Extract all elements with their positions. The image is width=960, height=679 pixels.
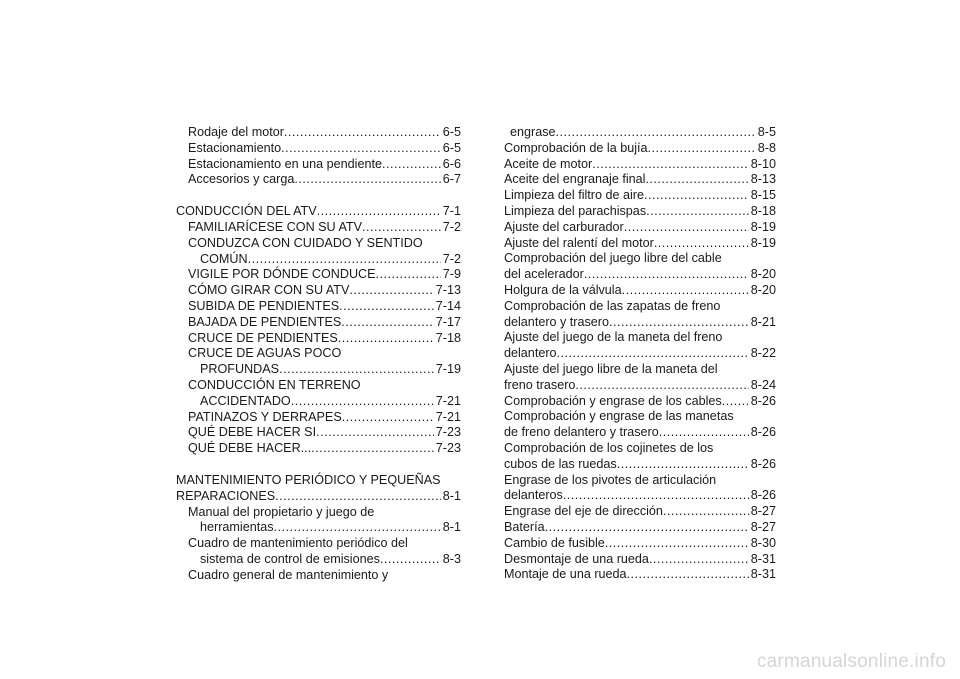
toc-entry[interactable] [504,141,776,157]
toc-entry-title: Holgura de la válvula [504,282,622,297]
section-gap [176,188,461,204]
toc-page-number: 8-26 [750,393,776,408]
dot-leader [648,141,756,157]
toc-entry-title: delantero [504,346,557,361]
toc-entry[interactable] [504,473,776,505]
toc-entry-title-line: Ajuste del juego de la maneta del freno [504,330,723,345]
toc-entry-title: QUÉ DEBE HACER SI [188,425,317,440]
toc-page-number: 8-8 [757,140,776,155]
toc-page-number: 8-31 [750,567,776,582]
toc-page-number: 8-31 [750,551,776,566]
dot-leader [294,172,440,188]
toc-entry-title: CÓMO GIRAR CON SU ATV [188,283,350,298]
toc-entry-title: delanteros [504,488,563,503]
toc-entry[interactable] [504,204,776,220]
toc-entry-title: del acelerador [504,267,584,282]
dot-leader [382,157,441,173]
toc-entry-title: de freno delantero y trasero [504,425,659,440]
toc-entry-title: cubos de las ruedas [504,456,617,471]
toc-entry-title: ACCIDENTADO [200,393,291,408]
toc-entry-title-line: MANTENIMIENTO PERIÓDICO Y PEQUEÑAS [176,472,441,487]
toc-page-number: 7-9 [442,267,461,282]
toc-entry[interactable] [504,157,776,173]
toc-entry[interactable] [504,283,776,299]
toc-entry[interactable] [176,425,461,441]
dot-leader [622,283,749,299]
dot-leader [349,283,433,299]
toc-entry-title: Ajuste del carburador [504,219,624,234]
toc-page-number: 8-15 [750,188,776,203]
dot-leader [659,425,749,441]
toc-entry[interactable] [504,504,776,520]
toc-entry[interactable] [504,362,776,394]
toc-entry-title-line: Manual del propietario y juego de [188,504,375,519]
dot-leader [617,457,749,473]
toc-entry[interactable] [504,409,776,441]
dot-leader [380,552,441,568]
toc-page-number: 8-19 [750,235,776,250]
toc-entry[interactable] [176,157,461,173]
toc-entry-title: SUBIDA DE PENDIENTES [188,298,340,313]
dot-leader [338,331,434,347]
toc-entry-title: Montaje de una rueda [504,567,627,582]
toc-entry[interactable] [504,188,776,204]
toc-entry-title: engrase [510,125,556,139]
toc-entry[interactable] [504,330,776,362]
toc-entry[interactable] [176,125,461,141]
toc-entry-title: Rodaje del motor [188,125,284,139]
toc-entry-title: sistema de control de emisiones [200,551,380,566]
toc-entry-title: Comprobación y engrase de los cables [504,393,722,408]
toc-entry[interactable] [176,441,461,457]
toc-entry-title-line: Comprobación del juego libre del cable [504,251,722,266]
toc-entry[interactable] [504,125,776,141]
dot-leader [362,220,441,236]
toc-page-number: 8-27 [750,519,776,534]
toc-entry-title: Estacionamiento en una pendiente [188,156,382,171]
toc-entry-title: Comprobación de la bujía [504,140,648,155]
toc-page-number: 7-13 [435,283,461,298]
toc-page-number: 8-20 [750,282,776,297]
dot-leader [339,299,434,315]
toc-entry[interactable] [176,473,461,505]
toc-entry-title: VIGILE POR DÓNDE CONDUCE [188,267,376,282]
toc-entry-title: Batería [504,519,545,534]
toc-entry-title: PATINAZOS Y DERRAPES [188,409,342,424]
dot-leader [556,125,756,141]
dot-leader [624,220,749,236]
toc-entry-title-line: Cuadro de mantenimiento periódico del [188,536,408,551]
dot-leader [316,425,434,441]
toc-entry-title: PROFUNDAS [200,362,280,377]
toc-entry-title: Limpieza del filtro de aire [504,188,645,203]
dot-leader [645,172,748,188]
toc-entry[interactable] [504,299,776,331]
toc-page-number: 8-22 [750,346,776,361]
toc-entry[interactable] [176,204,461,220]
toc-page-number: 8-20 [750,267,776,282]
watermark: carmanualsonline.info [756,651,946,672]
toc-page-number: 8-26 [750,456,776,471]
toc-entry[interactable] [176,331,461,347]
toc-entry[interactable] [504,251,776,283]
dot-leader [644,188,749,204]
toc-page-number: 8-24 [750,377,776,392]
toc-page-number: 8-13 [750,172,776,187]
dot-leader [248,252,441,268]
toc-entry[interactable] [176,220,461,236]
toc-entry[interactable] [504,220,776,236]
toc-page-number: 8-5 [757,125,776,139]
dot-leader [663,504,749,520]
toc-entry[interactable] [504,441,776,473]
dot-leader [605,536,749,552]
dot-leader [584,267,749,283]
toc-entry-title: BAJADA DE PENDIENTES [188,314,342,329]
toc-entry[interactable] [176,536,461,568]
toc-entry-title: FAMILIARÍCESE CON SU ATV [188,219,363,234]
toc-right-column [504,125,776,583]
toc-entry[interactable] [176,267,461,283]
toc-entry[interactable] [176,346,461,378]
dot-leader [275,489,441,505]
toc-page-number: 8-1 [442,488,461,503]
toc-entry-title-line: Comprobación y engrase de las manetas [504,409,734,424]
toc-page-number: 7-23 [435,441,461,456]
toc-entry[interactable] [504,552,776,568]
dot-leader [609,315,749,331]
toc-page-number: 8-30 [750,535,776,550]
toc-page-number: 8-10 [750,156,776,171]
toc-entry-title: QUÉ DEBE HACER... [188,441,312,456]
toc-page-number: 7-21 [435,393,461,408]
toc-entry[interactable] [176,315,461,331]
toc-page-number: 8-1 [442,520,461,535]
toc-page-number: 8-18 [750,203,776,218]
toc-entry-title: Aceite del engranaje final [504,172,646,187]
toc-entry-title: Engrase del eje de dirección [504,504,663,519]
toc-entry-title: freno trasero [504,377,576,392]
toc-page-number: 7-2 [442,219,461,234]
toc-entry-title: delantero y trasero [504,314,610,329]
toc-page-number: 7-17 [435,314,461,329]
dot-leader [317,204,441,220]
dot-leader [557,346,749,362]
toc-page-number: 8-19 [750,219,776,234]
toc-entry-title-line: Cuadro general de mantenimiento y [188,567,389,582]
toc-entry[interactable] [504,394,776,410]
toc-page-number: 6-5 [442,140,461,155]
toc-left-column [176,125,461,584]
toc-entry-title-line: Ajuste del juego libre de la maneta del [504,361,718,376]
toc-entry[interactable] [176,283,461,299]
dot-leader [563,488,749,504]
toc-page-number: 7-2 [442,251,461,266]
dot-leader [279,362,434,378]
toc-entry-title: herramientas [200,520,274,535]
toc-entry[interactable] [176,236,461,268]
toc-page-number: 7-14 [435,298,461,313]
toc-entry-title-line: Comprobación de las zapatas de freno [504,298,721,313]
toc-entry[interactable] [504,520,776,536]
toc-entry[interactable] [176,141,461,157]
toc-page-number: 8-26 [750,488,776,503]
toc-entry-title: CRUCE DE PENDIENTES [188,330,338,345]
toc-entry-title: Accesorios y carga [188,172,295,187]
toc-entry-title-line: CONDUZCA CON CUIDADO Y SENTIDO [188,235,423,250]
toc-page-number: 7-23 [435,425,461,440]
toc-entry-title-line: CONDUCCIÓN EN TERRENO [188,377,361,392]
toc-entry[interactable] [176,568,461,584]
toc-entry-title: REPARACIONES [176,488,276,503]
toc-page-number: 7-1 [442,204,461,219]
dot-leader [341,315,434,331]
toc-page-number: 7-19 [435,362,461,377]
toc-entry-title-line: CRUCE DE AGUAS POCO [188,346,342,361]
dot-leader [575,378,748,394]
dot-leader [627,567,749,583]
toc-page-number: 7-18 [435,330,461,345]
toc-entry[interactable] [176,505,461,537]
toc-page-number: 8-21 [750,314,776,329]
toc-page-number: 6-7 [442,172,461,187]
dot-leader [649,552,749,568]
dot-leader [291,394,434,410]
toc-entry-title: Aceite de motor [504,156,593,171]
toc-entry[interactable] [176,378,461,410]
toc-entry[interactable] [504,236,776,252]
dot-leader [592,157,749,173]
toc-entry-title: Desmontaje de una rueda [504,551,649,566]
dot-leader [274,520,441,536]
toc-page-number: 8-26 [750,425,776,440]
dot-leader [545,520,749,536]
toc-entry-title: Ajuste del ralentí del motor [504,235,654,250]
section-gap [176,457,461,473]
toc-page-number: 8-27 [750,504,776,519]
dot-leader [376,267,441,283]
dot-leader [722,394,749,410]
toc-entry-title-line: Engrase de los pivotes de articulación [504,472,717,487]
toc-entry-title: Limpieza del parachispas [504,203,647,218]
toc-entry-title: CONDUCCIÓN DEL ATV [176,204,317,219]
dot-leader [311,441,434,457]
toc-entry[interactable] [176,299,461,315]
toc-entry[interactable] [504,567,776,583]
toc-page-number: 7-21 [435,409,461,424]
toc-page-number: 8-3 [442,551,461,566]
toc-entry-title: COMÚN [200,251,248,266]
toc-entry[interactable] [176,410,461,426]
dot-leader [284,125,441,141]
toc-entry[interactable] [176,172,461,188]
toc-entry-title: Cambio de fusible [504,535,605,550]
toc-entry[interactable] [504,536,776,552]
toc-entry-title: Estacionamiento [188,140,282,155]
toc-page-number: 6-6 [442,156,461,171]
toc-entry-title-line: Comprobación de los cojinetes de los [504,440,714,455]
toc-entry[interactable] [504,172,776,188]
dot-leader [646,204,749,220]
dot-leader [281,141,441,157]
dot-leader [654,236,749,252]
dot-leader [342,410,434,426]
toc-page-number: 6-5 [442,125,461,139]
